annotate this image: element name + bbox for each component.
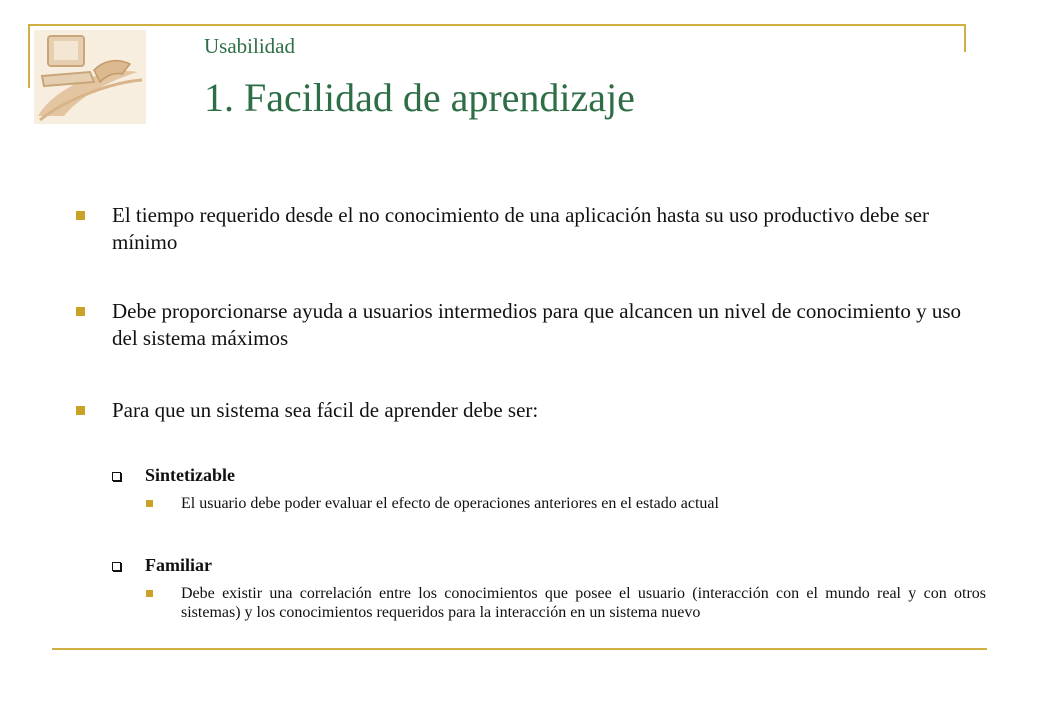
square-bullet-icon xyxy=(76,307,85,316)
detail-text: El usuario debe poder evaluar el efecto de operaciones anteriores en el estado actual xyxy=(181,495,719,512)
bullet-text: El tiempo requerido desde el no conocimiento de una aplicación hasta su uso productivo debe ser mínimo xyxy=(112,203,930,254)
square-bullet-icon xyxy=(146,590,153,597)
detail-text: Debe existir una correlación entre los conocimientos que posee el usuario (interacción con el mundo real y con otros sistemas) y los conocimientos requeridos para la interacción en un sistema nuevo xyxy=(181,585,986,621)
hollow-square-bullet-icon xyxy=(112,562,121,571)
left-rule xyxy=(28,24,30,88)
sub-bullet-label: Sintetizable xyxy=(145,465,235,485)
sub-bullet-label: Familiar xyxy=(145,555,212,575)
hollow-square-bullet-icon xyxy=(112,472,121,481)
bullet-text: Para que un sistema sea fácil de aprender debe ser: xyxy=(112,398,539,422)
square-bullet-icon xyxy=(146,500,153,507)
bullet-text: Debe proporcionarse ayuda a usuarios intermedios para que alcancen un nivel de conocimiento y uso del sistema máximos xyxy=(112,299,962,350)
computer-hand-logo-icon xyxy=(34,30,146,124)
top-rule xyxy=(28,24,965,26)
section-label: Usabilidad xyxy=(204,34,295,58)
bottom-rule xyxy=(52,648,987,650)
page-title: 1. Facilidad de aprendizaje xyxy=(204,75,635,120)
square-bullet-icon xyxy=(76,211,85,220)
square-bullet-icon xyxy=(76,406,85,415)
right-rule xyxy=(964,24,966,52)
